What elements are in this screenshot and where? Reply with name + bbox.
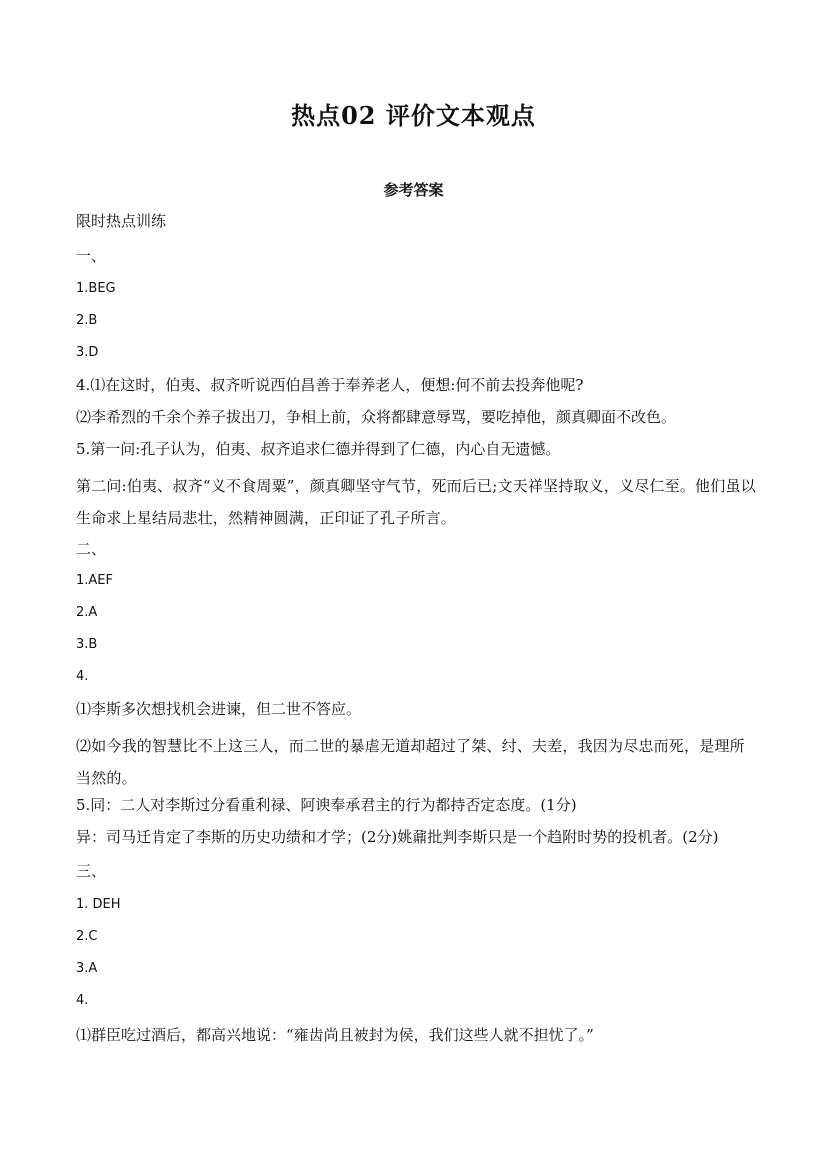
section-heading: 限时热点训练 — [76, 212, 167, 230]
answer-line: 2.A — [76, 605, 98, 620]
answer-line: 2.C — [76, 929, 98, 944]
answer-line: 1. DEH — [76, 897, 121, 912]
answer-line: 4. — [76, 669, 89, 684]
answer-line: 1.BEG — [76, 281, 116, 296]
answer-line: 3.D — [76, 345, 99, 360]
document-title: 热点02 评价文本观点 — [291, 101, 536, 130]
answer-line: ⑴李斯多次想找机会进谏，但二世不答应。 — [76, 700, 362, 718]
answer-line: ⑴群臣吃过酒后，都高兴地说：“雍齿尚且被封为侯，我们这些人就不担忧了。” — [76, 1026, 594, 1044]
answer-paragraph: 第二问:伯夷、叔齐“义不食周粟”，颜真卿坚守气节，死而后已;文天祥坚持取义，义尽仁至。他们虽以生命求上星结局悲壮，然精神圆满，正印证了孔子所言。 — [76, 477, 756, 527]
answer-line: 4. — [76, 993, 89, 1008]
document-subtitle: 参考答案 — [383, 181, 444, 199]
answer-line: 4.⑴在这时，伯夷、叔齐听说西伯昌善于奉养老人，便想:何不前去投奔他呢? — [76, 376, 584, 394]
answer-line: 5.第一问:孔子认为，伯夷、叔齐追求仁德并得到了仁德，内心自无遗憾。 — [76, 440, 561, 458]
answer-line: 异：司马迁肯定了李斯的历史功绩和才学；(2分)姚鼐批判李斯只是一个趋附时势的投机者。(2分) — [76, 828, 719, 846]
answer-line: ⑵李希烈的千余个养子拔出刀，争相上前，众将都肆意辱骂，要吃掉他，颜真卿面不改色。 — [76, 408, 677, 426]
part-two-heading: 二、 — [76, 540, 107, 558]
answer-line: 3.B — [76, 637, 98, 652]
answer-line: 3.A — [76, 961, 98, 976]
part-three-heading: 三、 — [76, 862, 107, 880]
answer-line: 1.AEF — [76, 573, 113, 588]
answer-paragraph: ⑵如今我的智慧比不上这三人，而二世的暴虐无道却超过了桀、纣、夫差，我因为尽忠而死，是理所当然的。 — [76, 737, 745, 787]
part-one-heading: 一、 — [76, 247, 107, 265]
answer-line: 2.B — [76, 313, 98, 328]
answer-line: 5.同：二人对李斯过分看重利禄、阿谀奉承君主的行为都持否定态度。(1分) — [76, 796, 577, 814]
